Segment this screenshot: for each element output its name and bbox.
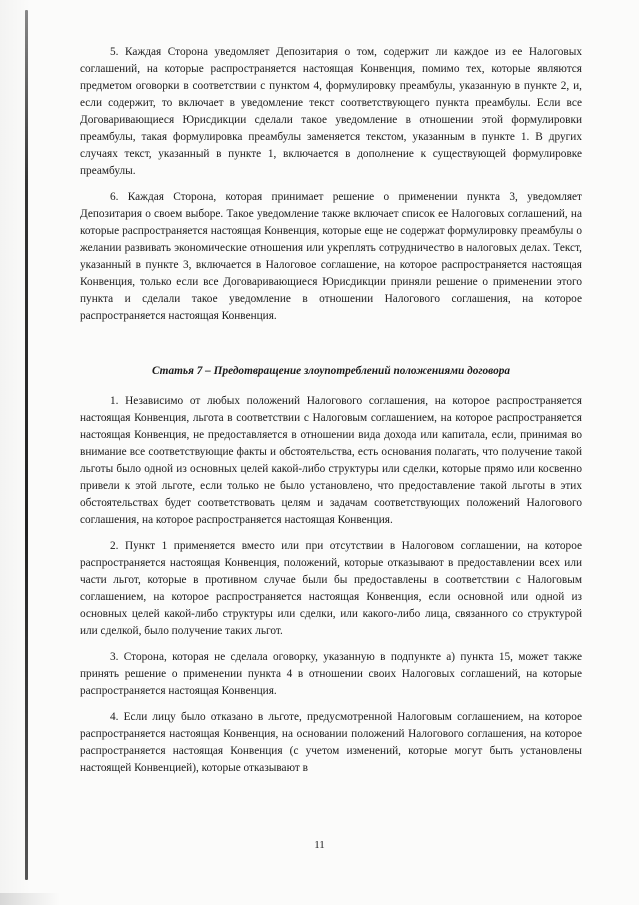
article-7-paragraph-1: 1. Независимо от любых положений Налогового соглашения, на которое распространяется настоящая Конвенция, льгота в соответствии с Налоговым соглашением, на которое распространяется настоящая Конвенция, не предоставляется в отношении вида дохода или капитала, если, принимая во внимание все соответствующие факты и обстоятельства, есть основания полагать, что получение такой льготы было одной из основных целей какой-либо структуры или сделки, которые прямо или косвенно привели к этой льготе, если только не было установлено, что предоставление такой льготы в этих обстоятельствах будет соответствовать целям и задачам соответствующих положений Налогового соглашения, на которое распространяется настоящая Конвенция.	[80, 395, 582, 526]
paragraph-6: 6. Каждая Сторона, которая принимает решение о применении пункта 3, уведомляет Депозитария о своем выборе. Такое уведомление также включает список ее Налоговых соглашений, на которые распространяется настоящая Конвенция, которые еще не содержат формулировку преамбулы о желании развивать экономические отношения или укреплять сотрудничество в налоговых делах. Текст, указанный в пункте 3, включается в Налоговое соглашение, на которое распространяется настоящая Конвенция, только если все Договаривающиеся Юрисдикции приняли решение о применении этого пункта и сделали такое уведомление в отношении Налогового соглашения, на которое распространяется настоящая Конвенция.	[80, 191, 582, 322]
article-7-paragraph-4: 4. Если лицу было отказано в льготе, предусмотренной Налоговым соглашением, на которое распространяется настоящая Конвенция, на основании положений Налогового соглашения, на которое распространяется настоящая Конвенция (с учетом изменений, которые могут быть установлены настоящей Конвенцией), которые отказывают в	[80, 711, 582, 774]
document-page	[80, 44, 582, 777]
article-7-paragraph-3: 3. Сторона, которая не сделала оговорку, указанную в подпункте а) пункта 15, может также принять решение о применении пункта 4 в отношении своих Налоговых соглашений, на которые распространяется настоящая Конвенция.	[80, 651, 582, 697]
paragraph-5: 5. Каждая Сторона уведомляет Депозитария о том, содержит ли каждое из ее Налоговых соглашений, на которые распространяется настоящая Конвенция, помимо тех, которые являются предметом оговорки в соответствии с пунктом 4, формулировку преамбулы, указанную в пункте 2, и, если содержит, то включает в уведомление текст соответствующего пункта преамбулы. Если все Договаривающиеся Юрисдикции сделали такое уведомление в отношении этой формулировки преамбулы, такая формулировка преамбулы заменяется текстом, указанным в пункте 1. В других случаях текст, указанный в пункте 1, включается в дополнение к существующей формулировке преамбулы.	[80, 46, 582, 177]
article-7-heading: Статья 7 – Предотвращение злоупотреблений положениями договора	[151, 365, 511, 377]
page-number: 11	[314, 839, 325, 851]
article-7-paragraph-2: 2. Пункт 1 применяется вместо или при отсутствии в Налоговом соглашении, на которое распространяется настоящая Конвенция, положений, которые отказывают в предоставлении всех или части льгот, которые в противном случае были бы предоставлены в соответствии с Налоговым соглашением, на которое распространяется настоящая Конвенция, если основной или одной из основных целей какой-либо структуры или сделки, или какого-либо лица, связанного со структурой или сделкой, было получение таких льгот.	[80, 540, 582, 637]
scan-artifact	[0, 893, 60, 905]
binding-shadow-line	[25, 10, 28, 880]
